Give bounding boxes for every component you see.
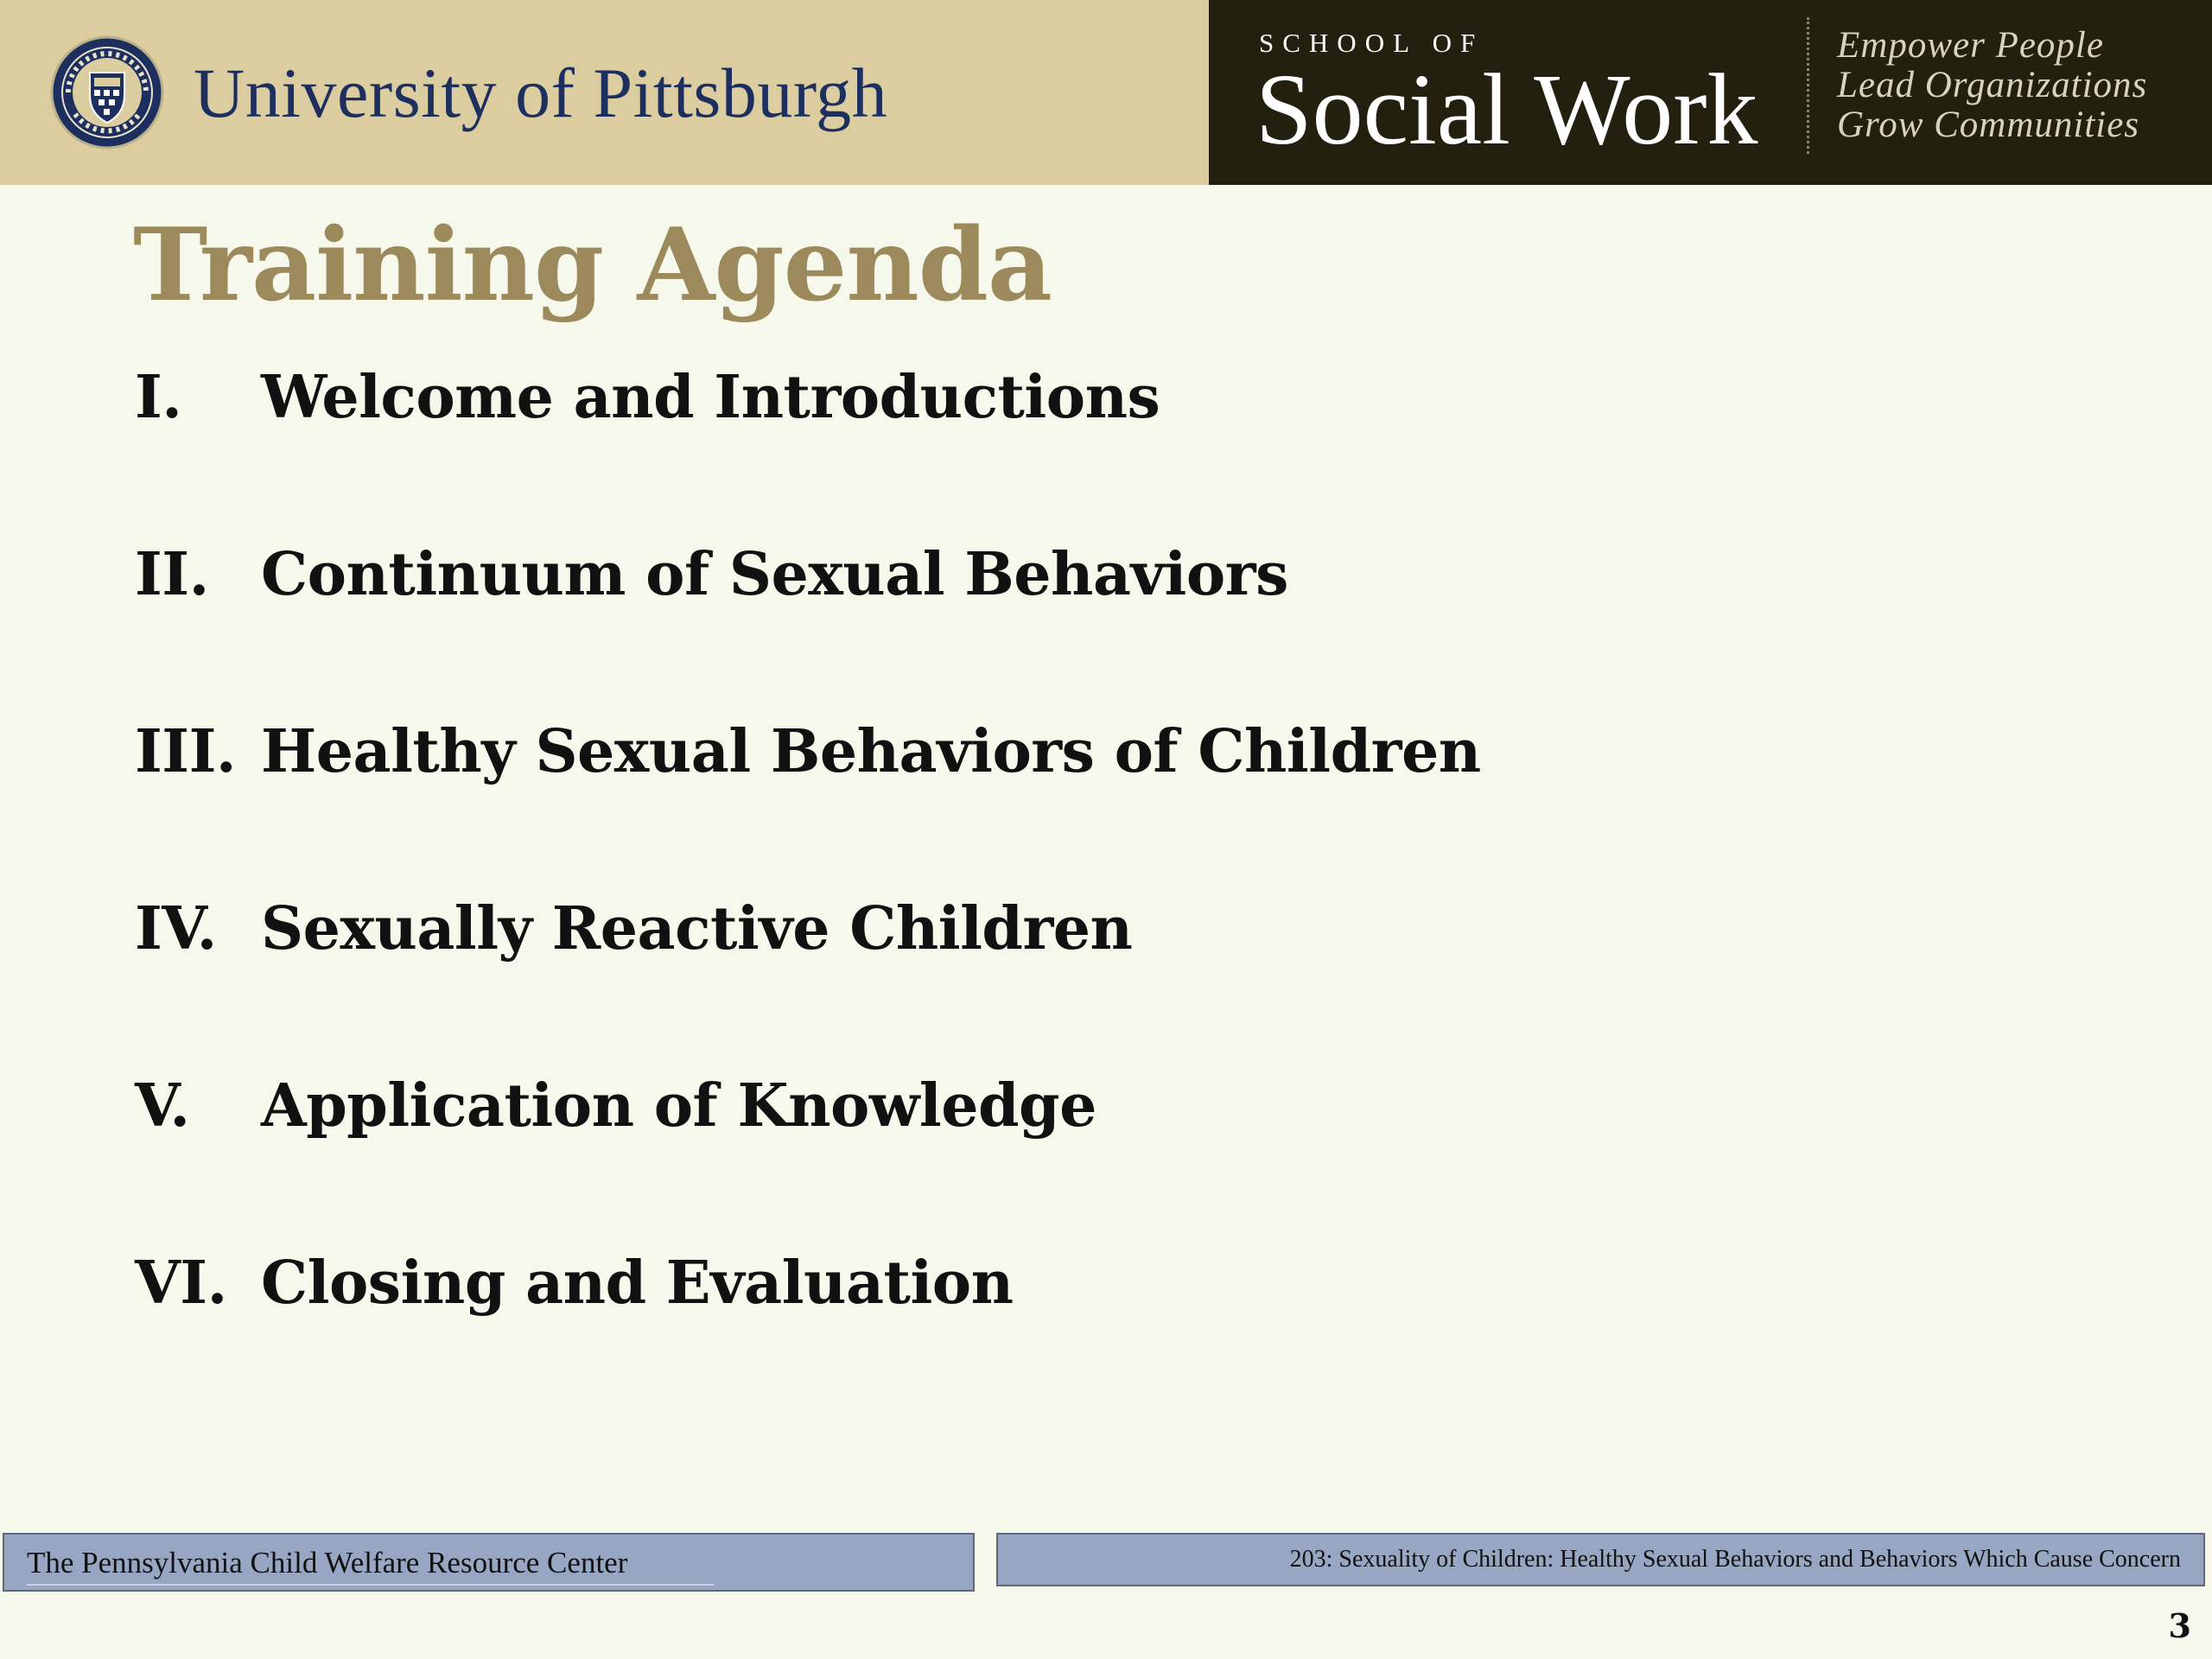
university-name: University of Pittsburgh bbox=[194, 54, 888, 132]
slide-title: Training Agenda bbox=[133, 207, 1052, 324]
agenda-text: Closing and Evaluation bbox=[261, 1249, 1014, 1318]
agenda-text: Healthy Sexual Behaviors of Children bbox=[261, 717, 1481, 786]
footer-organization-box bbox=[3, 1533, 975, 1592]
tagline-line: Grow Communities bbox=[1837, 105, 2140, 145]
footer-course-title: 203: Sexuality of Children: Healthy Sexual Behaviors and Behaviors Which Cause Concern bbox=[1289, 1546, 2181, 1573]
school-prefix: SCHOOL OF bbox=[1259, 28, 1484, 58]
header-divider bbox=[1807, 17, 1809, 154]
agenda-numeral: VI. bbox=[135, 1249, 227, 1318]
agenda-numeral: V. bbox=[135, 1071, 190, 1141]
school-banner bbox=[1209, 0, 2212, 185]
school-name: Social Work bbox=[1255, 53, 1758, 166]
agenda-numeral: I. bbox=[135, 363, 182, 432]
university-seal-icon bbox=[49, 35, 165, 150]
agenda-numeral: III. bbox=[135, 717, 237, 786]
footer-course-box bbox=[996, 1533, 2205, 1586]
agenda-text: Sexually Reactive Children bbox=[261, 894, 1133, 963]
agenda-numeral: IV. bbox=[135, 894, 217, 963]
school-tagline bbox=[1837, 26, 2147, 145]
agenda-text: Welcome and Introductions bbox=[261, 363, 1160, 432]
page-number: 3 bbox=[2168, 1606, 2191, 1645]
footer-organization: The Pennsylvania Child Welfare Resource Center bbox=[27, 1546, 628, 1580]
agenda-text: Continuum of Sexual Behaviors bbox=[261, 540, 1288, 609]
agenda-numeral: II. bbox=[135, 540, 209, 609]
agenda-text: Application of Knowledge bbox=[261, 1071, 1096, 1141]
tagline-line: Empower People bbox=[1837, 25, 2104, 66]
university-banner bbox=[0, 0, 1209, 185]
footer-underline bbox=[27, 1584, 714, 1586]
tagline-line: Lead Organizations bbox=[1837, 65, 2148, 105]
